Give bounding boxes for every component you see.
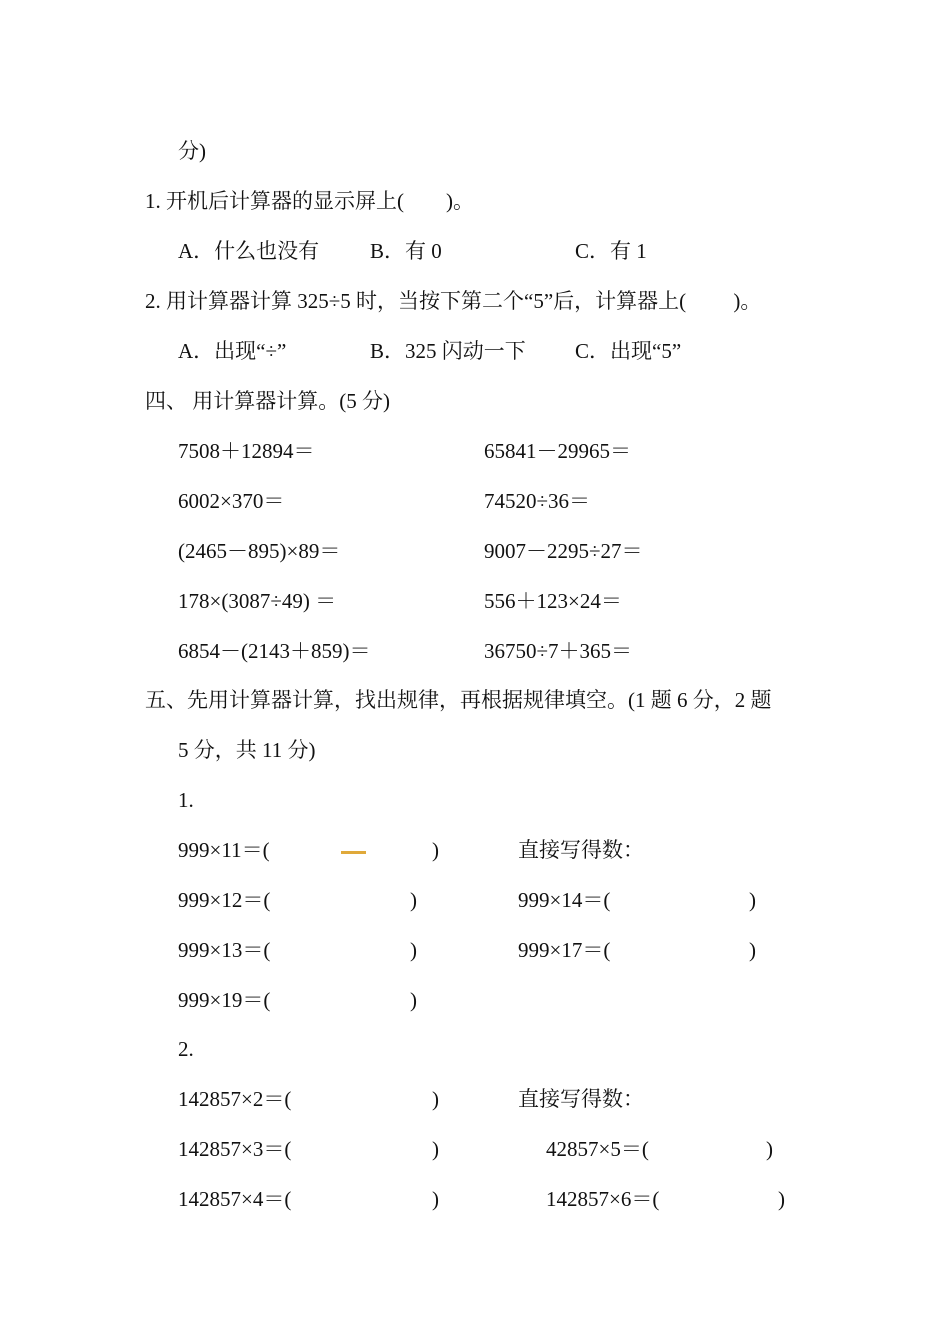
q1-option-a: A．什么也没有 <box>178 239 320 263</box>
calc-left-1: 7508＋12894＝ <box>178 439 315 463</box>
p1-left-2: 999×12＝( <box>178 888 271 912</box>
calc-right-1: 65841－29965＝ <box>484 439 631 463</box>
p2-left-3-close: ) <box>432 1187 439 1211</box>
q1-option-c: C．有 1 <box>575 239 647 263</box>
highlight-mark <box>341 851 366 854</box>
p1-right-2: 999×17＝( <box>518 938 611 962</box>
question-1: 1. 开机后计算器的显示屏上( )。 <box>145 189 474 213</box>
q2-option-b: B．325 闪动一下 <box>370 339 526 363</box>
p1-right-2-close: ) <box>749 938 756 962</box>
calc-left-5: 6854－(2143＋859)＝ <box>178 639 371 663</box>
p2-direct-label: 直接写得数： <box>518 1087 644 1111</box>
p2-left-1-close: ) <box>432 1087 439 1111</box>
part-2-label: 2. <box>178 1037 194 1061</box>
p2-right-1: 42857×5＝( <box>546 1137 649 1161</box>
p1-left-1: 999×11＝( <box>178 838 270 862</box>
p1-right-1: 999×14＝( <box>518 888 611 912</box>
section-5-title-cont: 5 分，共 11 分) <box>178 738 316 762</box>
section-4-title: 四、 用计算器计算。(5 分) <box>145 389 390 413</box>
p2-left-2-close: ) <box>432 1137 439 1161</box>
p2-right-2: 142857×6＝( <box>546 1187 660 1211</box>
p1-left-2-close: ) <box>410 888 417 912</box>
p2-right-2-close: ) <box>778 1187 785 1211</box>
section-title-tail: 分) <box>178 139 206 163</box>
calc-right-4: 556＋123×24＝ <box>484 589 622 613</box>
p1-left-3-close: ) <box>410 938 417 962</box>
q2-option-c: C．出现“5” <box>575 339 682 363</box>
p1-left-4: 999×19＝( <box>178 988 271 1012</box>
p1-left-3: 999×13＝( <box>178 938 271 962</box>
p1-right-1-close: ) <box>749 888 756 912</box>
p1-direct-label: 直接写得数： <box>518 838 644 862</box>
q2-option-a: A．出现“÷” <box>178 339 287 363</box>
p2-left-2: 142857×3＝( <box>178 1137 292 1161</box>
p2-left-3: 142857×4＝( <box>178 1187 292 1211</box>
p1-left-4-close: ) <box>410 988 417 1012</box>
q1-option-b: B．有 0 <box>370 239 442 263</box>
calc-left-2: 6002×370＝ <box>178 489 285 513</box>
calc-left-4: 178×(3087÷49) ＝ <box>178 589 337 613</box>
part-1-label: 1. <box>178 788 194 812</box>
p2-right-1-close: ) <box>766 1137 773 1161</box>
section-5-title: 五、先用计算器计算，找出规律，再根据规律填空。(1 题 6 分，2 题 <box>145 688 772 712</box>
calc-right-5: 36750÷7＋365＝ <box>484 639 633 663</box>
calc-left-3: (2465－895)×89＝ <box>178 539 341 563</box>
calc-right-3: 9007－2295÷27＝ <box>484 539 643 563</box>
calc-right-2: 74520÷36＝ <box>484 489 591 513</box>
p2-left-1: 142857×2＝( <box>178 1087 292 1111</box>
p1-left-1-close: ) <box>432 838 439 862</box>
question-2: 2. 用计算器计算 325÷5 时，当按下第二个“5”后，计算器上( )。 <box>145 289 762 313</box>
